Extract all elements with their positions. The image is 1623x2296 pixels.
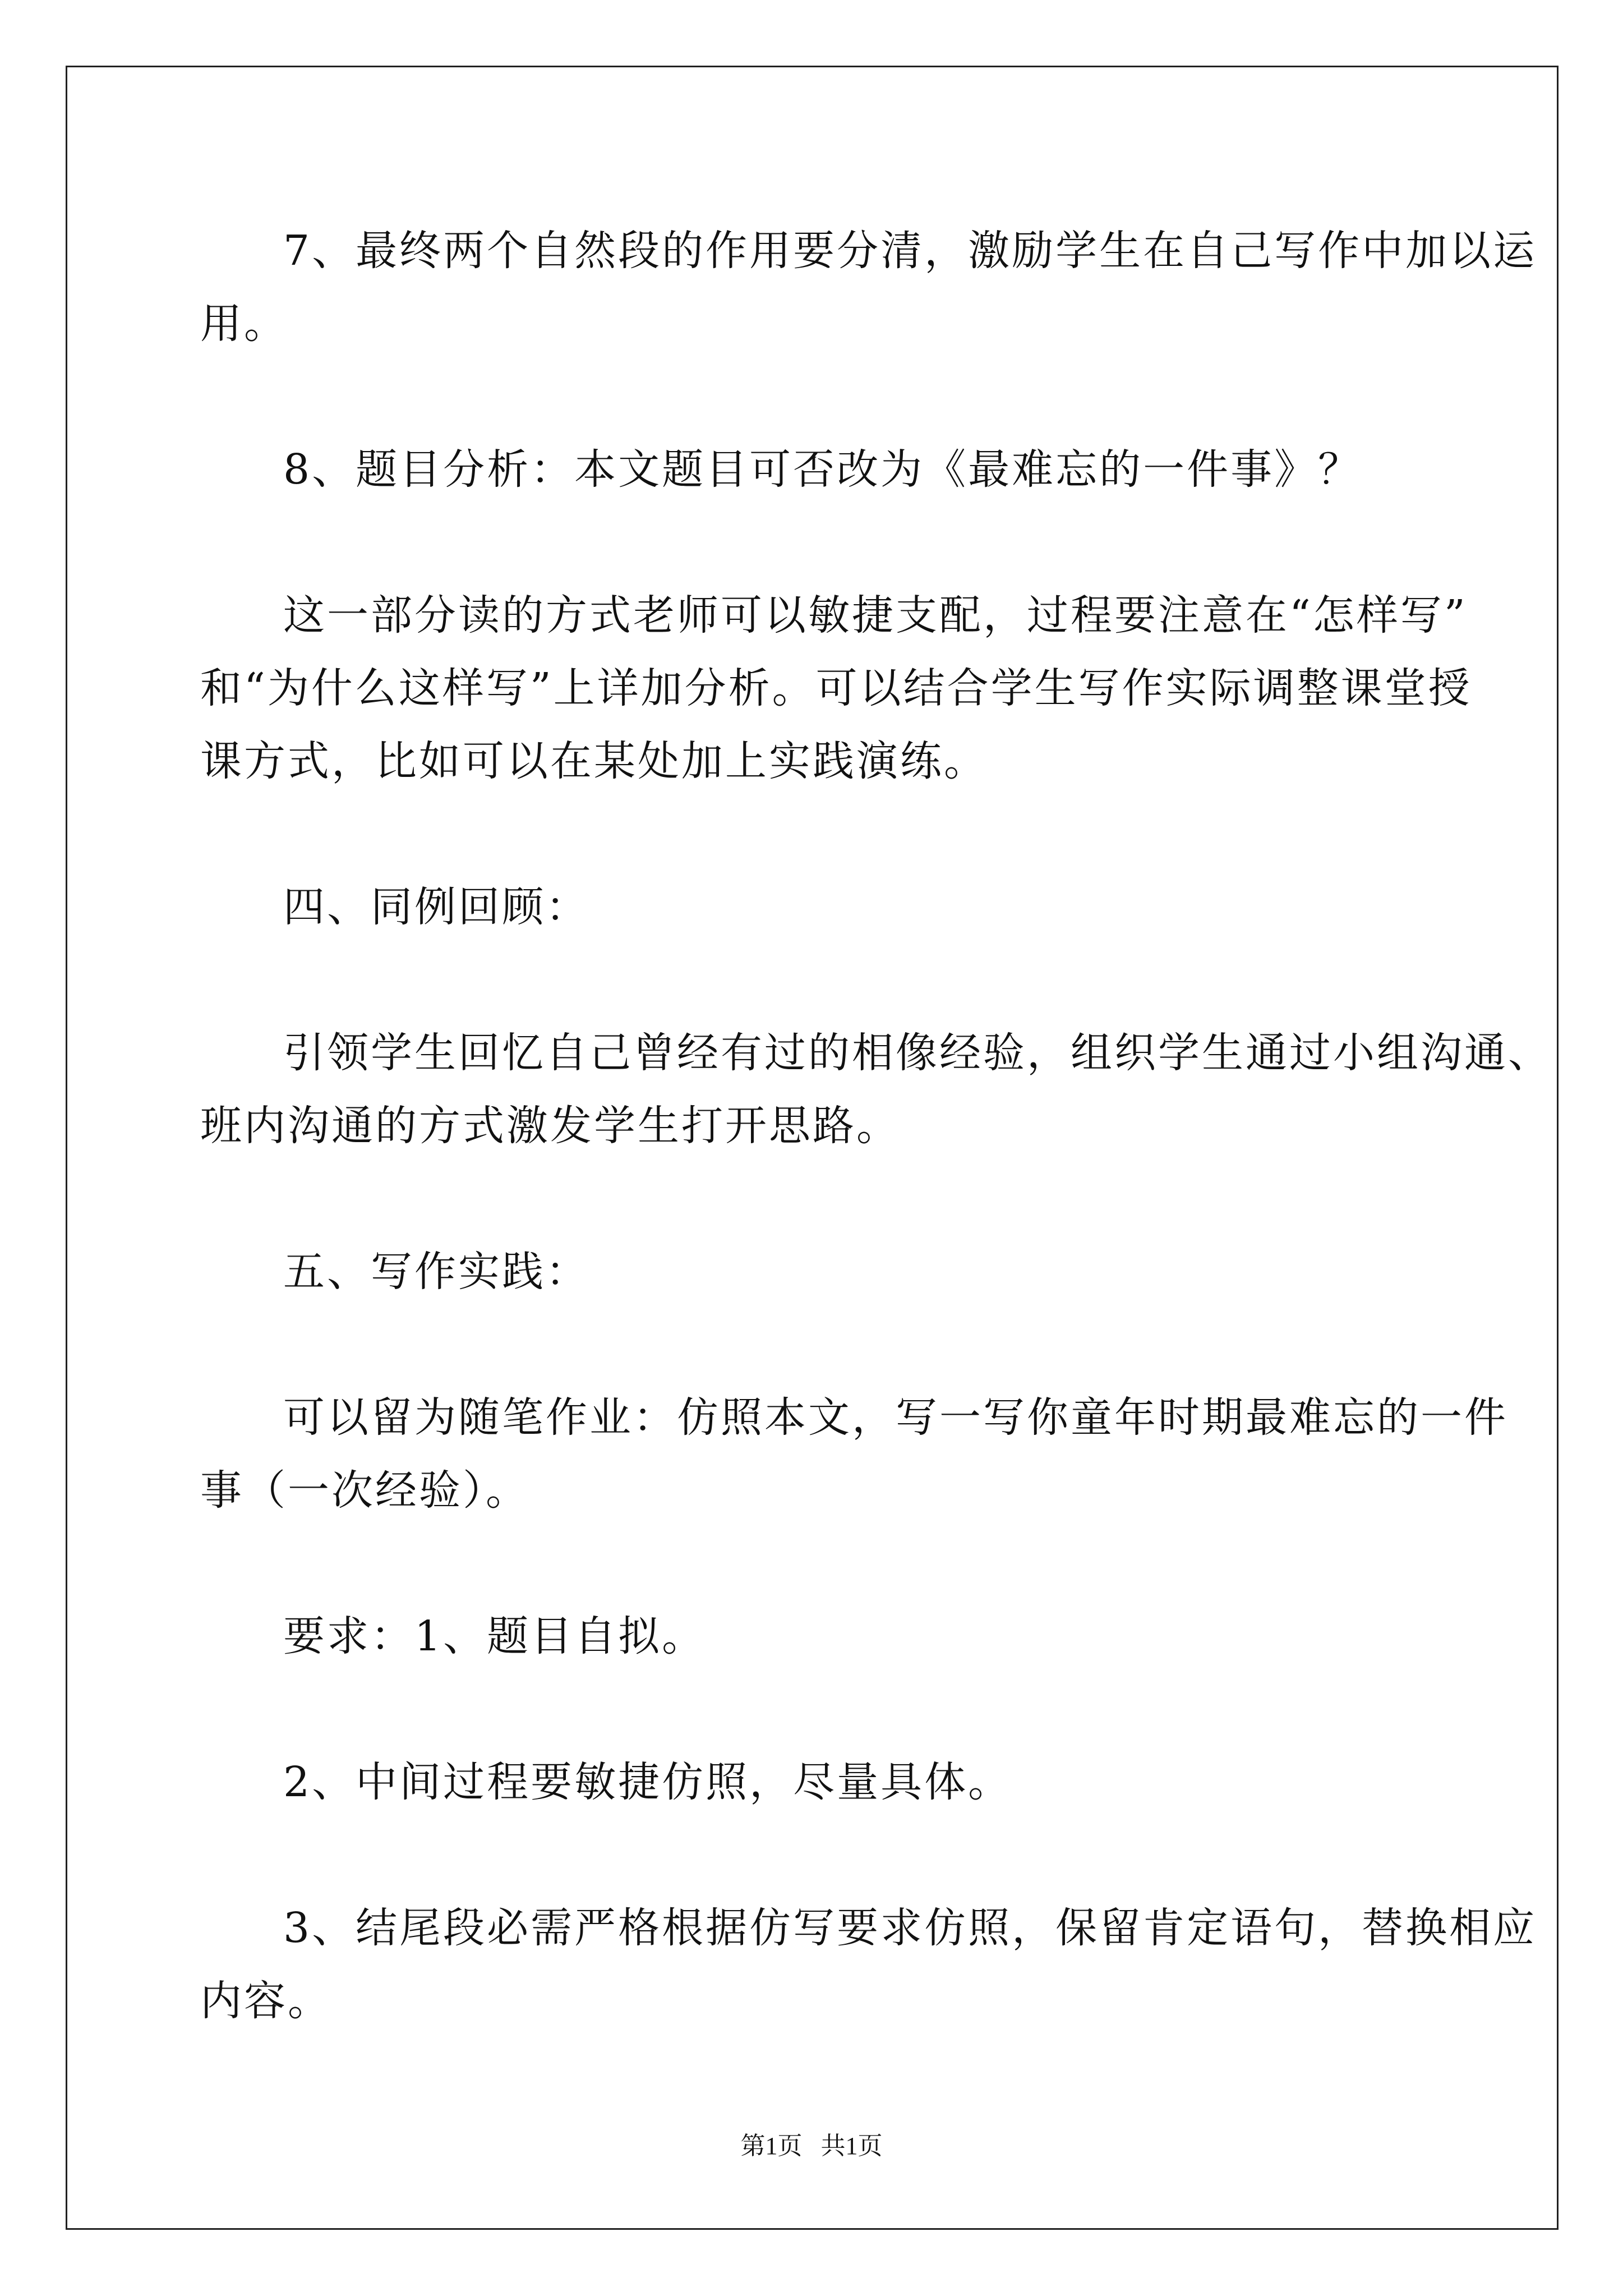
paragraph-line: 和“为什么这样写”上详加分析。可以结合学生写作实际调整课堂授 <box>200 664 1472 712</box>
paragraph-line: 班内沟通的方式激发学生打开思路。 <box>200 1102 900 1150</box>
paragraph-line: 引领学生回忆自己曾经有过的相像经验，组织学生通过小组沟通、 <box>283 1029 1552 1077</box>
paragraph-line: 这一部分读的方式老师可以敏捷支配，过程要注意在“怎样写” <box>283 591 1468 639</box>
paragraph-line: 内容。 <box>200 1977 331 2025</box>
section-heading: 四、同例回顾： <box>283 883 589 931</box>
paragraph-line: 可以留为随笔作业：仿照本文，写一写你童年时期最难忘的一件 <box>283 1393 1508 1442</box>
paragraph-line: 8、题目分析：本文题目可否改为《最难忘的一件事》？ <box>283 445 1362 494</box>
paragraph-line: 7、最终两个自然段的作用要分清，激励学生在自己写作中加以运 <box>283 227 1537 275</box>
paragraph-line: 用。 <box>200 300 288 348</box>
page-footer: 第1页 共1页 <box>740 2132 883 2160</box>
paragraph-line: 课方式，比如可以在某处加上实践演练。 <box>200 737 988 785</box>
section-heading: 五、写作实践： <box>283 1248 589 1296</box>
paragraph-line: 要求：1、题目自拟。 <box>283 1612 706 1660</box>
paragraph-line: 3、结尾段必需严格根据仿写要求仿照，保留肯定语句，替换相应 <box>283 1904 1537 1952</box>
paragraph-line: 事（一次经验）。 <box>200 1466 529 1515</box>
paragraph-line: 2、中间过程要敏捷仿照，尽量具体。 <box>283 1758 1012 1806</box>
